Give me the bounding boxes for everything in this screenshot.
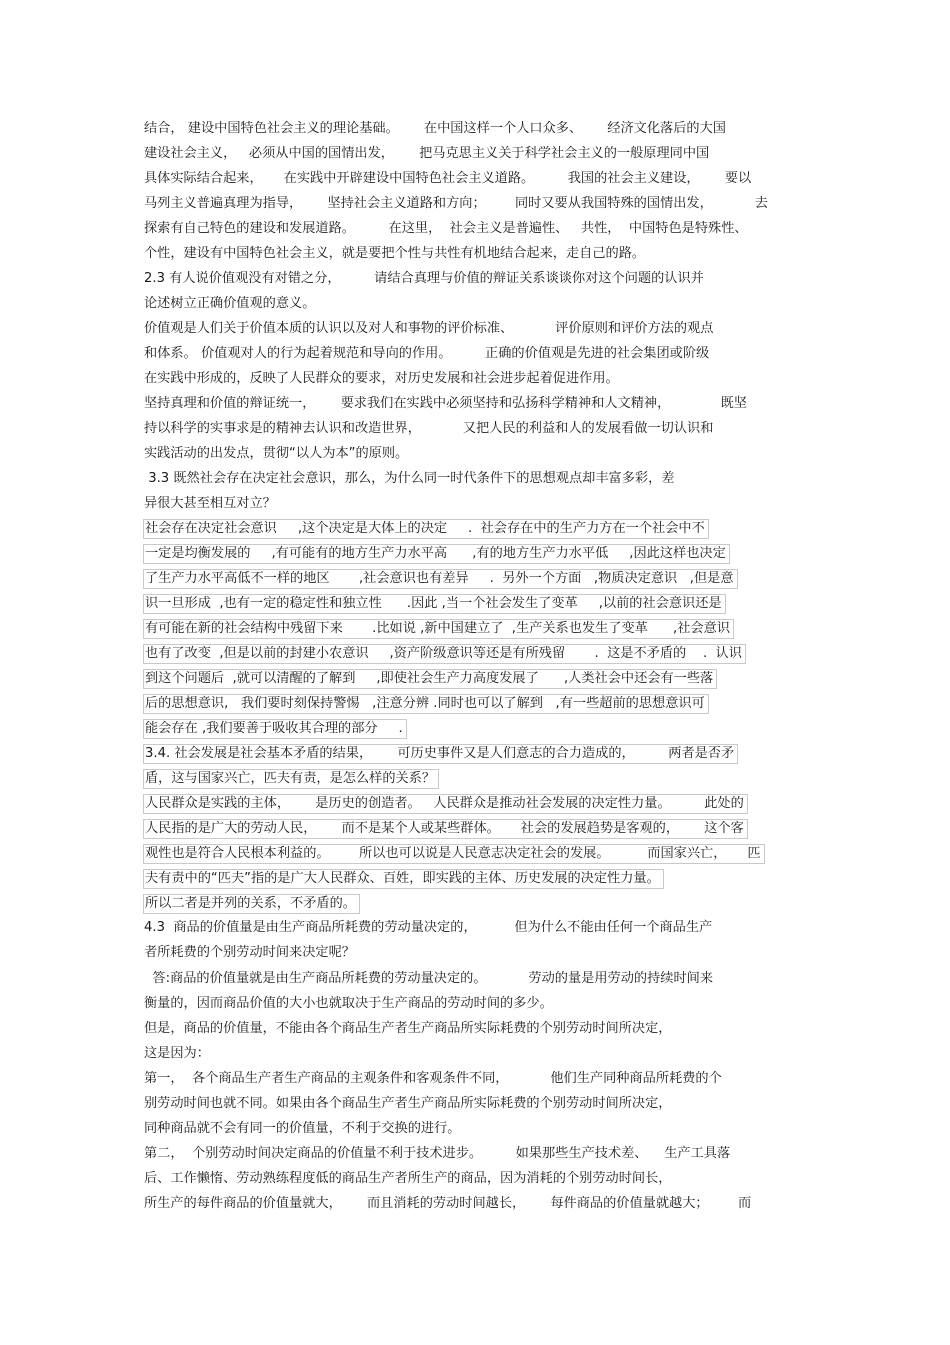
question-heading: 论述树立正确价值观的意义。 <box>144 296 316 311</box>
text-line: 结合， 建设中国特色社会主义的理论基础。 在中国这样一个人口众多、 经济文化落后的大国 <box>144 121 726 136</box>
boxed-text-line: 有可能在新的社会结构中残留下来 .比如说 ,新中国建立了 ,生产关系也发生了变革 ,社会意识 <box>143 619 734 639</box>
text-line: 同种商品就不会有同一的价值量，不利于交换的进行。 <box>144 1121 461 1136</box>
question-heading: 3.3 既然社会存在决定社会意识，那么，为什么同一时代条件下的思想观点却丰富多彩，差 <box>144 471 675 486</box>
question-heading: 4.3 商品的价值量是由生产商品所耗费的劳动量决定的， 但为什么不能由任何一个商品生产 <box>144 920 713 935</box>
text-line: 第一， 各个商品生产者生产商品的主观条件和客观条件不同， 他们生产同种商品所耗费的个 <box>144 1071 722 1086</box>
boxed-text-line: 所以二者是并列的关系，不矛盾的。 <box>143 894 360 914</box>
boxed-text-line: 到这个问题后 ,就可以清醒的了解到 ,即使社会生产力高度发展了 ,人类社会中还会有一些落 <box>143 669 717 689</box>
text-line: 第二， 个别劳动时间决定商品的价值量不利于技术进步。 如果那些生产技术差、 生产工具落 <box>144 1146 731 1161</box>
boxed-text-line: 一定是均衡发展的 ,有可能有的地方生产力水平高 ,有的地方生产力水平低 ,因此这样也决定 <box>143 544 730 564</box>
question-heading: 者所耗费的个别劳动时间来决定呢？ <box>144 945 355 960</box>
boxed-text-line: 识一旦形成 ,也有一定的稳定性和独立性 .因此 ,当一个社会发生了变革 ,以前的社会意识还是 <box>143 594 726 614</box>
boxed-text-line: 能会存在 ,我们要善于吸收其合理的部分 . <box>143 719 407 739</box>
text-line: 具体实际结合起来， 在实践中开辟建设中国特色社会主义道路。 我国的社会主义建设， 要以 <box>144 171 752 186</box>
boxed-text-line: 夫有责中的“匹夫”指的是广大人民群众、百姓，即实践的主体、历史发展的决定性力量。 <box>143 869 664 889</box>
question-heading: 3.4. 社会发展是社会基本矛盾的结果， 可历史事件又是人们意志的合力造成的， 两者是否矛 <box>143 744 738 764</box>
boxed-text-line: 后的思想意识, 我们要时刻保持警惕 ,注意分辨 .同时也可以了解到 ,有一些超前的思想意识可 <box>143 694 709 714</box>
boxed-text-line: 也有了改变 ,但是以前的封建小农意识 ,资产阶级意识等还是有所残留 . 这是不矛盾的 . 认识 <box>143 644 746 664</box>
text-line: 坚持真理和价值的辩证统一， 要求我们在实践中必须坚持和弘扬科学精神和人文精神， 既坚 <box>144 396 747 411</box>
question-heading: 2.3 有人说价值观没有对错之分， 请结合真理与价值的辩证关系谈谈你对这个问题的认识并 <box>144 271 704 286</box>
text-line: 所生产的每件商品的价值量就大， 而且消耗的劳动时间越长， 每件商品的价值量就越大； 而 <box>144 1196 752 1211</box>
text-line: 在实践中形成的，反映了人民群众的要求，对历史发展和社会进步起着促进作用。 <box>144 371 619 386</box>
text-line: 探索有自己特色的建设和发展道路。 在这里， 社会主义是普遍性、 共性， 中国特色是特殊性、 <box>144 221 748 236</box>
text-line: 个性，建设有中国特色社会主义，就是要把个性与共性有机地结合起来，走自己的路。 <box>144 246 646 261</box>
text-line: 别劳动时间也就不同。如果由各个商品生产者生产商品所实际耗费的个别劳动时间所决定， <box>144 1096 672 1111</box>
boxed-text-line: 观性也是符合人民根本利益的。 所以也可以说是人民意志决定社会的发展。 而国家兴亡， 匹 <box>143 844 765 864</box>
text-line: 建设社会主义， 必须从中国的国情出发， 把马克思主义关于科学社会主义的一般原理同中国 <box>144 146 710 161</box>
text-line: 持以科学的实事求是的精神去认识和改造世界， 又把人民的利益和人的发展看做一切认识和 <box>144 421 714 436</box>
boxed-text-line: 人民指的是广大的劳动人民， 而不是某个人或某些群体。 社会的发展趋势是客观的， 这个客 <box>143 819 748 839</box>
text-line: 衡量的，因而商品价值的大小也就取决于生产商品的劳动时间的多少。 <box>144 996 553 1011</box>
boxed-text-line: 社会存在决定社会意识 ,这个决定是大体上的决定 . 社会存在中的生产力方在一个社会中不 <box>143 519 709 539</box>
text-line: 和体系。 价值观对人的行为起着规范和导向的作用。 正确的价值观是先进的社会集团或阶级 <box>144 346 710 361</box>
text-line: 马列主义普遍真理为指导， 坚持社会主义道路和方向； 同时又要从我国特殊的国情出发， 去 <box>144 196 768 211</box>
text-line: 这是因为： <box>144 1046 210 1061</box>
text-line: 价值观是人们关于价值本质的认识以及对人和事物的评价标准、 评价原则和评价方法的观点 <box>144 321 714 336</box>
boxed-text-line: 人民群众是实践的主体， 是历史的创造者。 人民群众是推动社会发展的决定性力量。 此处的 <box>143 794 748 814</box>
text-line: 但是，商品的价值量，不能由各个商品生产者生产商品所实际耗费的个别劳动时间所决定， <box>144 1021 672 1036</box>
question-heading: 盾，这与国家兴亡，匹夫有责，是怎么样的关系？ <box>143 769 439 789</box>
text-line: 实践活动的出发点，贯彻“以人为本”的原则。 <box>144 446 409 461</box>
text-line: 答:商品的价值量就是由生产商品所耗费的劳动量决定的。 劳动的量是用劳动的持续时间来 <box>144 971 714 986</box>
boxed-text-line: 了生产力水平高低不一样的地区 ,社会意识也有差异 . 另外一个方面 ,物质决定意识 ,但是意 <box>143 569 738 589</box>
question-heading: 异很大甚至相互对立？ <box>144 496 276 511</box>
text-line: 后、工作懒惰、劳动熟练程度低的商品生产者所生产的商品，因为消耗的个别劳动时间长， <box>144 1171 672 1186</box>
